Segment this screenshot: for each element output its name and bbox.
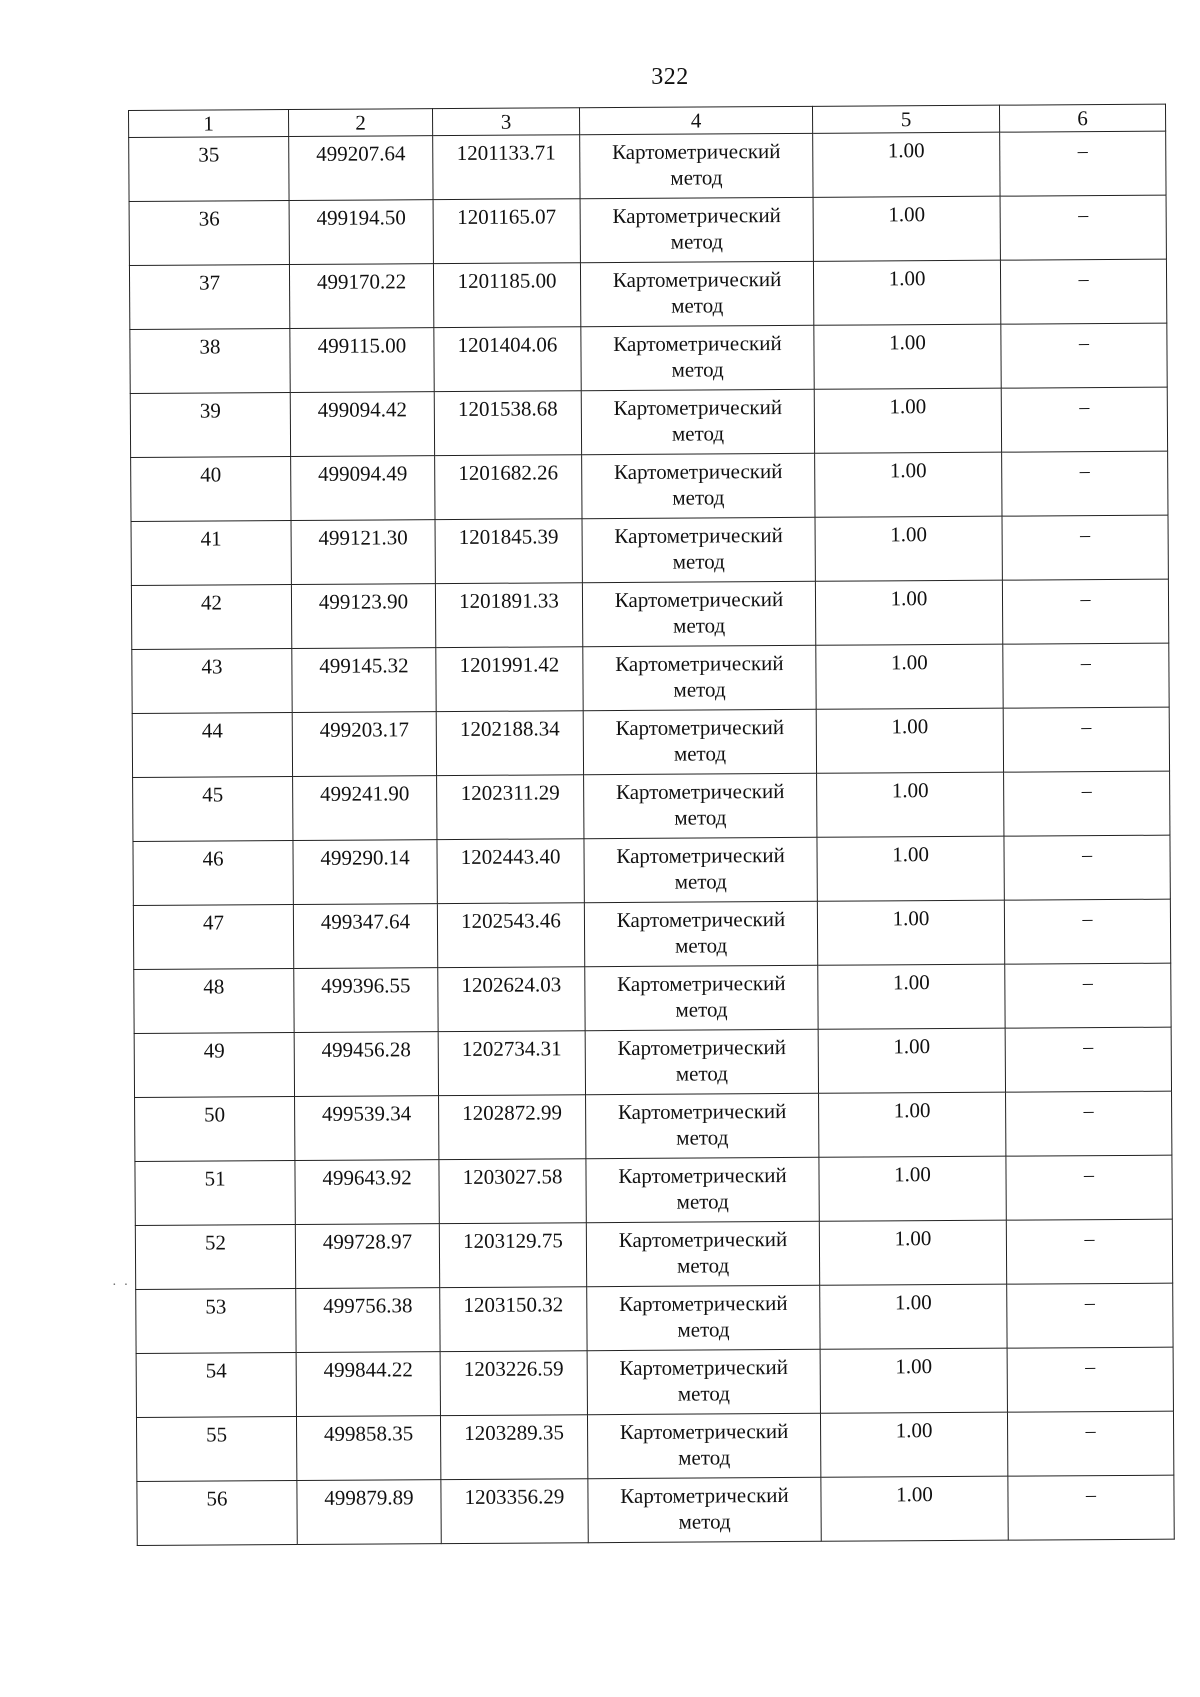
method-cell: Картометрический метод [581,325,814,390]
y-coordinate-cell: 1202872.99 [439,1095,586,1160]
accuracy-cell: 1.00 [814,388,1001,453]
point-number-cell: 45 [133,777,293,842]
note-cell: – [1005,1027,1171,1092]
x-coordinate-cell: 499756.38 [296,1288,440,1353]
point-number-cell: 49 [134,1033,294,1098]
x-coordinate-cell: 499643.92 [295,1160,439,1225]
point-number-cell: 47 [133,905,293,970]
method-cell: Картометрический метод [580,197,813,262]
note-cell: – [1006,1155,1172,1220]
x-coordinate-cell: 499194.50 [289,200,433,265]
accuracy-cell: 1.00 [817,900,1004,965]
point-number-cell: 48 [134,969,294,1034]
method-cell: Картометрический метод [587,1349,820,1414]
table-row [129,195,1166,265]
y-coordinate-cell: 1202734.31 [438,1031,585,1096]
accuracy-cell: 1.00 [815,580,1002,645]
method-cell: Картометрический метод [585,965,818,1030]
accuracy-cell: 1.00 [818,1028,1005,1093]
page-number: 322 [651,64,689,90]
table-row [136,1283,1173,1353]
accuracy-cell: 1.00 [816,708,1003,773]
point-number-cell: 55 [136,1416,296,1481]
method-cell: Картометрический метод [586,1221,819,1286]
accuracy-cell: 1.00 [813,196,1000,261]
y-coordinate-cell: 1201185.00 [433,263,580,328]
note-cell: – [1001,323,1167,388]
accuracy-cell: 1.00 [817,836,1004,901]
table-row [137,1475,1174,1545]
point-number-cell: 38 [130,329,290,394]
table-row [132,707,1169,777]
x-coordinate-cell: 499241.90 [293,776,437,841]
method-cell: Картометрический метод [580,261,813,326]
accuracy-cell: 1.00 [819,1156,1006,1221]
column-header-3: 3 [432,108,579,136]
x-coordinate-cell: 499396.55 [294,968,438,1033]
note-cell: – [1002,579,1168,644]
x-coordinate-cell: 499203.17 [292,712,436,777]
y-coordinate-cell: 1203356.29 [441,1479,588,1544]
note-cell: – [1004,835,1170,900]
column-header-2: 2 [289,109,433,137]
column-header-6: 6 [999,104,1165,132]
note-cell: – [1007,1347,1173,1412]
note-cell: – [1007,1283,1173,1348]
x-coordinate-cell: 499456.28 [294,1032,438,1097]
y-coordinate-cell: 1203129.75 [439,1223,586,1288]
point-number-cell: 43 [132,649,292,714]
table-row [133,835,1170,905]
y-coordinate-cell: 1201991.42 [436,647,583,712]
accuracy-cell: 1.00 [813,132,1000,197]
x-coordinate-cell: 499844.22 [296,1352,440,1417]
point-number-cell: 36 [129,201,289,266]
accuracy-cell: 1.00 [820,1284,1007,1349]
note-cell: – [1004,771,1170,836]
note-cell: – [1002,451,1168,516]
x-coordinate-cell: 499170.22 [289,264,433,329]
point-number-cell: 39 [130,393,290,458]
note-cell: – [1005,963,1171,1028]
table-row [134,1027,1171,1097]
x-coordinate-cell: 499115.00 [290,328,434,393]
method-cell: Картометрический метод [584,837,817,902]
point-number-cell: 56 [137,1480,297,1545]
note-cell: – [1002,515,1168,580]
method-cell: Картометрический метод [583,645,816,710]
method-cell: Картометрический метод [582,453,815,518]
accuracy-cell: 1.00 [814,324,1001,389]
accuracy-cell: 1.00 [819,1092,1006,1157]
method-cell: Картометрический метод [581,389,814,454]
coordinates-table-container [128,104,1175,1546]
y-coordinate-cell: 1201682.26 [435,455,582,520]
method-cell: Картометрический метод [582,517,815,582]
note-cell: – [1000,259,1166,324]
y-coordinate-cell: 1203150.32 [440,1287,587,1352]
column-header-5: 5 [812,105,999,133]
point-number-cell: 44 [132,713,292,778]
method-cell: Картометрический метод [582,581,815,646]
method-cell: Картометрический метод [588,1477,821,1542]
y-coordinate-cell: 1202311.29 [437,775,584,840]
table-row [131,579,1168,649]
table-row [135,1091,1172,1161]
accuracy-cell: 1.00 [820,1348,1007,1413]
method-cell: Картометрический метод [584,901,817,966]
x-coordinate-cell: 499347.64 [293,904,437,969]
table-row [130,323,1167,393]
y-coordinate-cell: 1201538.68 [434,391,581,456]
note-cell: – [1006,1091,1172,1156]
note-cell: – [1003,643,1169,708]
method-cell: Картометрический метод [586,1157,819,1222]
note-cell: – [1003,707,1169,772]
table-body [129,131,1175,1545]
scan-speck: · · [112,1278,129,1293]
table-row [132,643,1169,713]
table-row [135,1155,1172,1225]
x-coordinate-cell: 499290.14 [293,840,437,905]
method-cell: Картометрический метод [587,1285,820,1350]
note-cell: – [1007,1411,1173,1476]
method-cell: Картометрический метод [587,1413,820,1478]
table-row [136,1347,1173,1417]
point-number-cell: 40 [131,457,291,522]
x-coordinate-cell: 499121.30 [291,520,435,585]
y-coordinate-cell: 1201845.39 [435,519,582,584]
y-coordinate-cell: 1202624.03 [438,967,585,1032]
table-row [134,963,1171,1033]
table-row [135,1219,1172,1289]
accuracy-cell: 1.00 [817,772,1004,837]
y-coordinate-cell: 1203027.58 [439,1159,586,1224]
accuracy-cell: 1.00 [813,260,1000,325]
note-cell: – [1006,1219,1172,1284]
method-cell: Картометрический метод [585,1029,818,1094]
table-row [129,131,1166,201]
table-row [131,515,1168,585]
point-number-cell: 53 [136,1288,296,1353]
point-number-cell: 50 [135,1097,295,1162]
y-coordinate-cell: 1203226.59 [440,1351,587,1416]
point-number-cell: 46 [133,841,293,906]
accuracy-cell: 1.00 [815,452,1002,517]
method-cell: Картометрический метод [586,1093,819,1158]
coordinates-table [128,104,1175,1546]
point-number-cell: 51 [135,1161,295,1226]
y-coordinate-cell: 1201133.71 [433,135,580,200]
accuracy-cell: 1.00 [820,1412,1007,1477]
table-row [129,259,1166,329]
table-row [133,771,1170,841]
accuracy-cell: 1.00 [818,964,1005,1029]
table-row [133,899,1170,969]
column-header-1: 1 [129,110,289,138]
y-coordinate-cell: 1201165.07 [433,199,580,264]
y-coordinate-cell: 1201891.33 [435,583,582,648]
accuracy-cell: 1.00 [816,644,1003,709]
point-number-cell: 42 [131,585,291,650]
y-coordinate-cell: 1202443.40 [437,839,584,904]
method-cell: Картометрический метод [583,709,816,774]
x-coordinate-cell: 499094.49 [291,456,435,521]
note-cell: – [1001,387,1167,452]
x-coordinate-cell: 499207.64 [289,136,433,201]
column-header-4: 4 [579,106,812,134]
note-cell: – [1000,131,1166,196]
y-coordinate-cell: 1202188.34 [436,711,583,776]
x-coordinate-cell: 499539.34 [295,1096,439,1161]
y-coordinate-cell: 1202543.46 [437,903,584,968]
accuracy-cell: 1.00 [821,1476,1008,1541]
accuracy-cell: 1.00 [819,1220,1006,1285]
point-number-cell: 41 [131,521,291,586]
table-row [130,387,1167,457]
point-number-cell: 35 [129,137,289,202]
table-row [131,451,1168,521]
point-number-cell: 54 [136,1352,296,1417]
x-coordinate-cell: 499145.32 [292,648,436,713]
table-row [136,1411,1173,1481]
x-coordinate-cell: 499879.89 [297,1480,441,1545]
method-cell: Картометрический метод [584,773,817,838]
point-number-cell: 37 [129,265,289,330]
x-coordinate-cell: 499858.35 [296,1416,440,1481]
note-cell: – [1004,899,1170,964]
y-coordinate-cell: 1201404.06 [434,327,581,392]
note-cell: – [1008,1475,1174,1540]
point-number-cell: 52 [135,1224,295,1289]
x-coordinate-cell: 499123.90 [291,584,435,649]
accuracy-cell: 1.00 [815,516,1002,581]
method-cell: Картометрический метод [580,133,813,198]
y-coordinate-cell: 1203289.35 [440,1415,587,1480]
note-cell: – [1000,195,1166,260]
x-coordinate-cell: 499094.42 [290,392,434,457]
x-coordinate-cell: 499728.97 [295,1224,439,1289]
